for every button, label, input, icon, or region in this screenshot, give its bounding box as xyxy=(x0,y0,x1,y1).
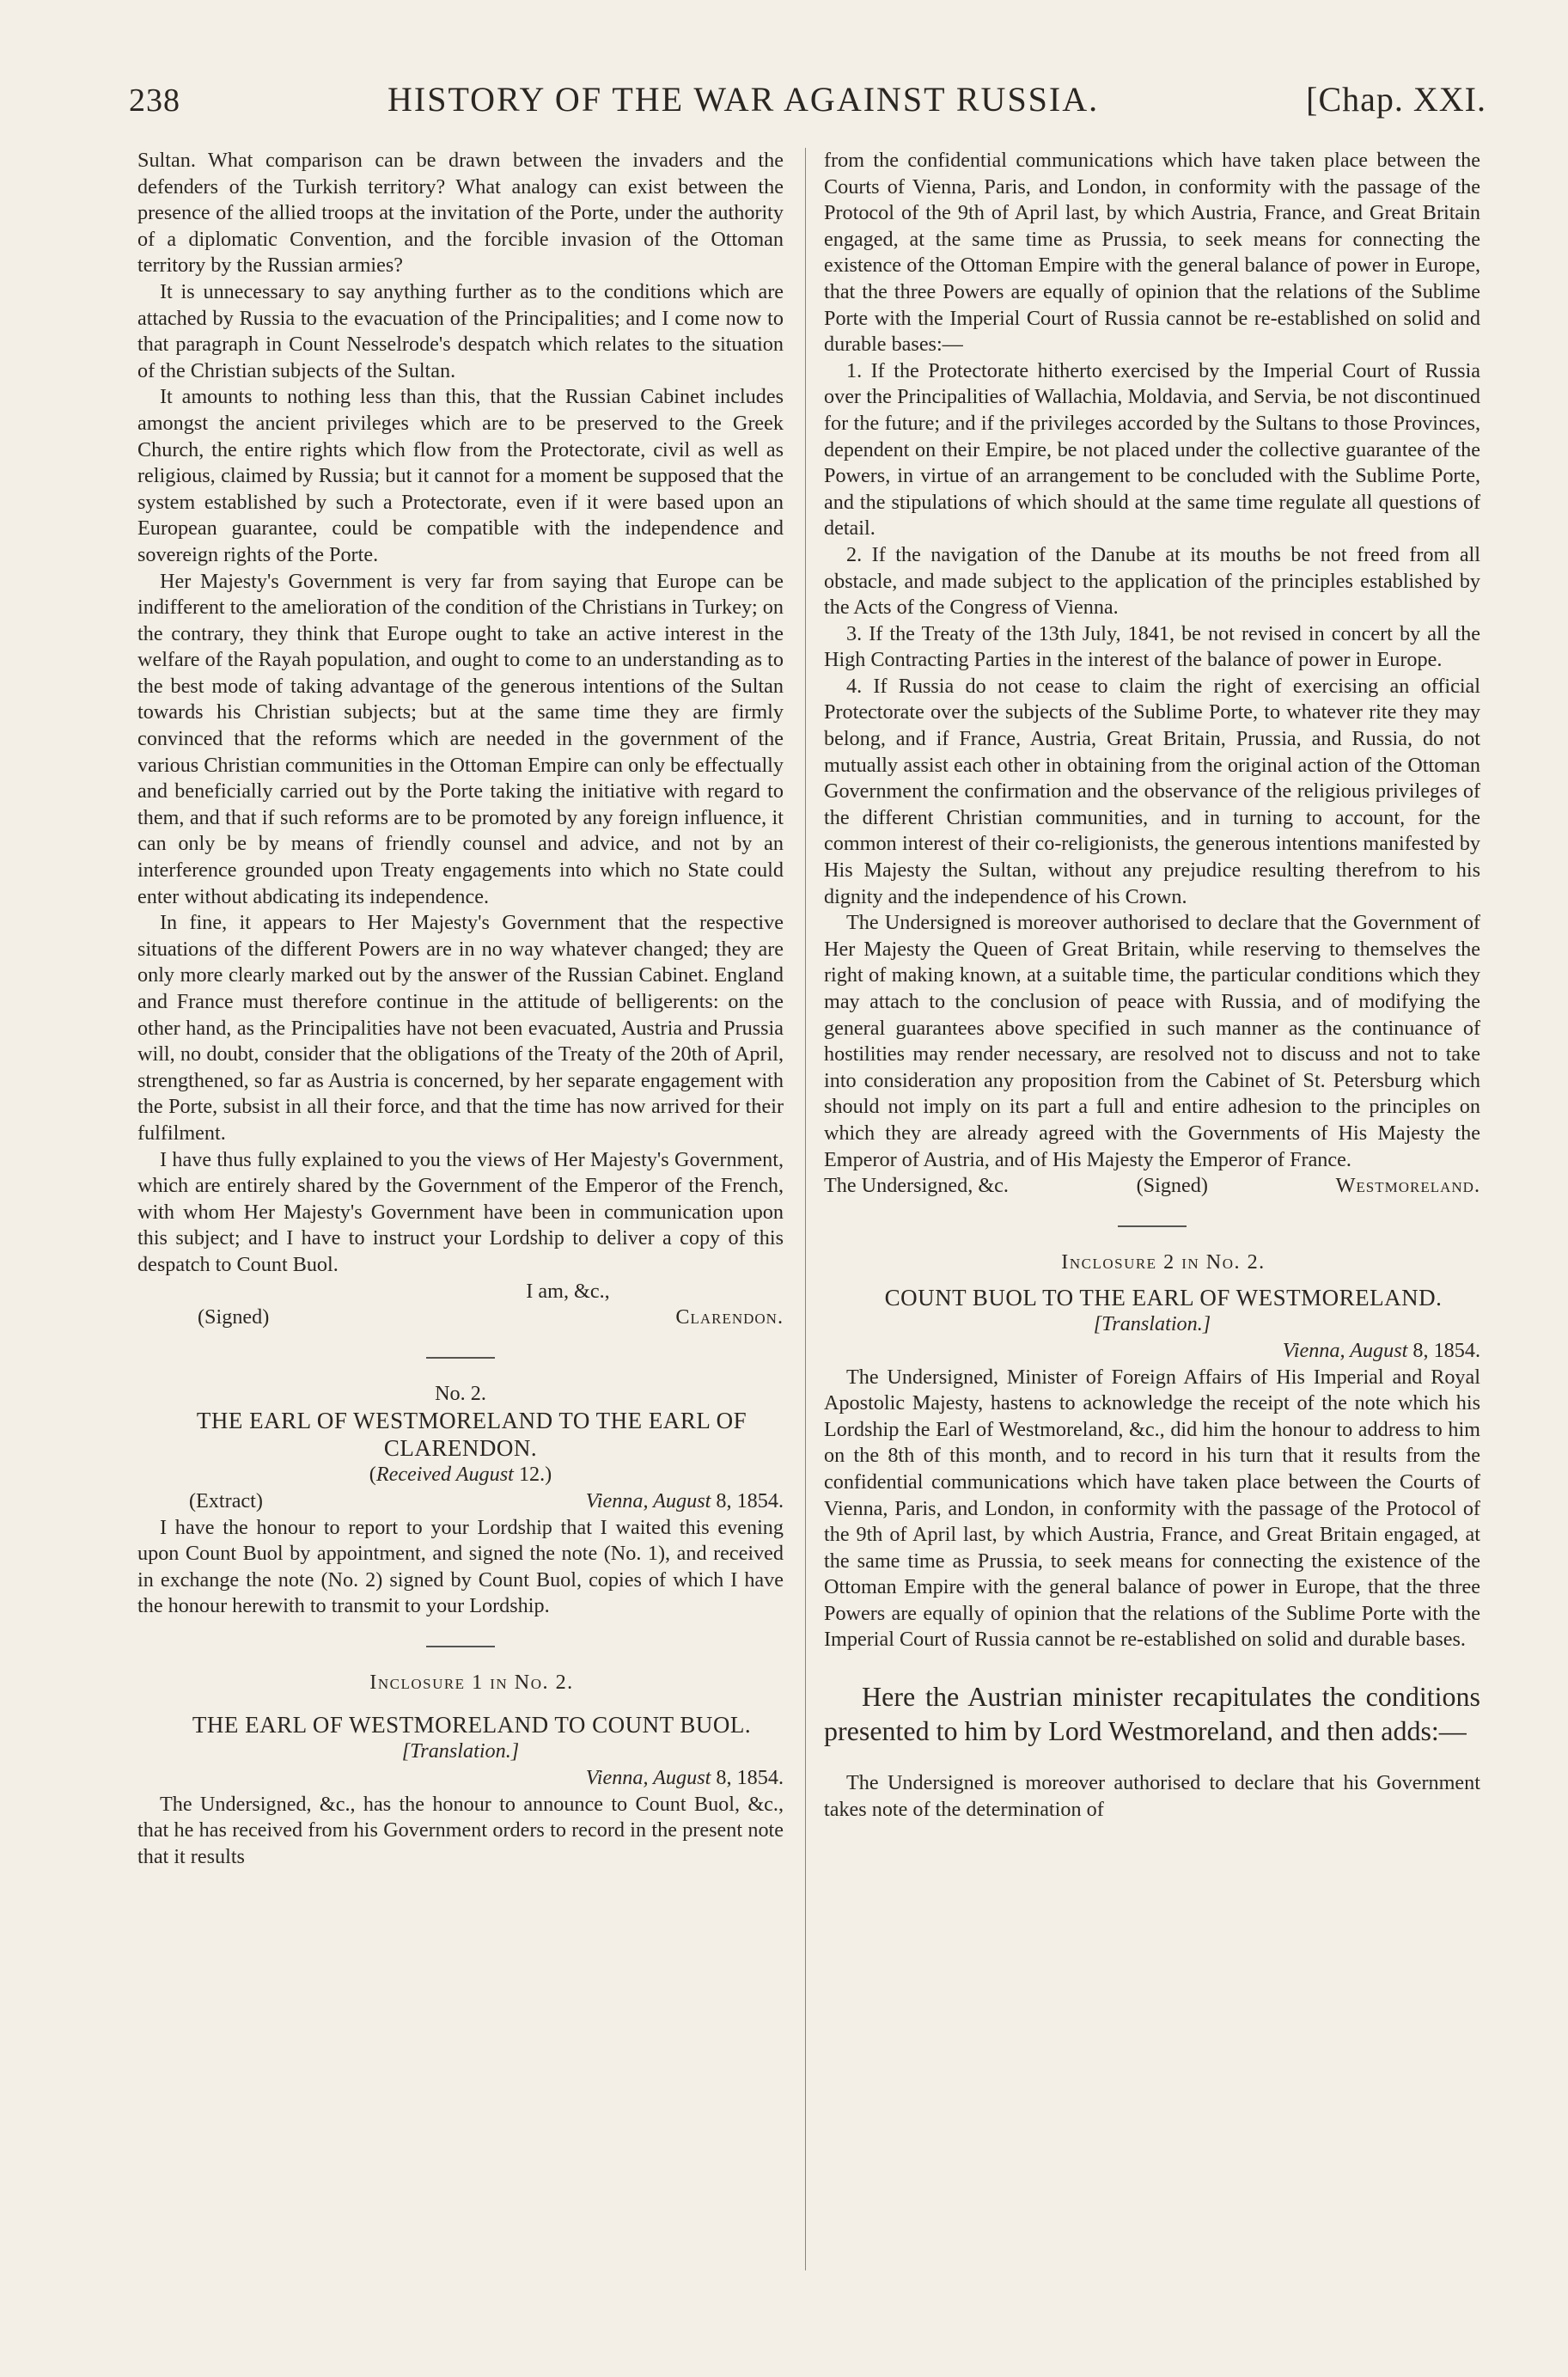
received-line xyxy=(137,1462,784,1488)
extract-line xyxy=(137,1488,784,1515)
paragraph: The Undersigned is moreover authorised to declare that his Government takes note of the determination of xyxy=(824,1771,1480,1821)
paragraph: I have the honour to report to your Lordship that I waited this evening upon Count Buol by appointment, and signed the note (No. 1), and received in exchange the note (No. 2) signed by Count Buol, copies of which I have the honour herewith to transmit to your Lordship. xyxy=(137,1515,784,1618)
paragraph: The Undersigned, Minister of Foreign Affairs of His Imperial and Royal Apostolic Majesty, hastens to acknowledge the receipt of the note which his Lordship the Earl of Westmoreland, &c., did him the honour to address to him on the 8th of this month, and to record in his turn that it results from the confidential communications which have taken place between the Courts of Vienna, Paris, and London, in conformity with the passage of the Protocol of the 9th of April last, by which Austria, France, and Great Britain engaged, at the same time as Prussia, to seek means for connecting the existence of the Ottoman Empire with the general balance of power in Europe, that the three Powers are equally of opinion that the relations of the Sublime Porte with the Imperial Court of Russia cannot be re-established on solid and durable bases. xyxy=(824,1365,1480,1652)
paragraph: The Undersigned, &c., has the honour to announce to Count Buol, &c., that he has received from his Government orders to record in the present note that it results xyxy=(137,1792,784,1868)
list-item: 2. If the navigation of the Danube at its mouths be not freed from all obstacle, and made subject to the application of the principles established by the Acts of the Congress of Vienna. xyxy=(824,542,1480,620)
signature-line xyxy=(824,1173,1480,1200)
inclosure-label: Inclosure 2 in No. 2. xyxy=(1061,1250,1266,1274)
column-divider xyxy=(805,148,806,2270)
signed-label: (Signed) xyxy=(1136,1174,1208,1198)
undersigned-label: The Undersigned, &c. xyxy=(824,1174,1009,1198)
paragraph: In fine, it appears to Her Majesty's Government that the respective situations of the different Powers are in no way whatever changed; they are only more clearly marked out by the answer of the Russian Cabinet. England and France must therefore continue in the attitude of belligerents: on the other hand, as the Principalities have not been evacuated, Austria and Prussia will, no doubt, consider that the obligations of the Treaty of the 20th of April, strengthened, so far as Austria is concerned, by her separate engagement with the Porte, subsist in all their force, and that the time has now arrived for their fulfilment. xyxy=(137,911,784,1145)
dateline xyxy=(824,1338,1480,1365)
left-column xyxy=(137,148,784,1870)
inc2-date-num: 8, 1854. xyxy=(1412,1338,1480,1362)
inc1-date-num: 8, 1854. xyxy=(716,1766,784,1790)
signed-label: (Signed) xyxy=(198,1305,270,1329)
extract-label: (Extract) xyxy=(189,1488,263,1512)
document-number: No. 2. xyxy=(435,1381,486,1405)
right-column xyxy=(824,148,1480,1823)
paragraph: I have thus fully explained to you the views of Her Majesty's Government, which are entirely shared by the Government of the Emperor of the French, with whom Her Majesty's Government have been in communication upon this subject; and I have to instruct your Lordship to deliver a copy of this despatch to Count Buol. xyxy=(137,1147,784,1276)
book-title: HISTORY OF THE WAR AGAINST RUSSIA. xyxy=(387,80,1100,119)
paragraph: It amounts to nothing less than this, that the Russian Cabinet includes amongst the ancient privileges which are to be preserved to the Greek Church, the entire rights which flow from the Protectorate, civil as well as religious, claimed by Russia; but it cannot for a moment be supposed that the system established by such a Protectorate, even if it were based upon an European guarantee, could be compatible with the independence and sovereign rights of the Porte. xyxy=(137,385,784,566)
page-number: 238 xyxy=(129,82,180,119)
section-heading: THE EARL OF WESTMORELAND TO THE EARL OF CLARENDON. xyxy=(196,1408,747,1462)
section-rule xyxy=(1118,1225,1187,1227)
paragraph: from the confidential communications which have taken place between the Courts of Vienna, Paris, and London, in conformity with the passage of the Protocol of the 9th of April last, by which Austria, France, and Great Britain engaged, at the same time as Prussia, to seek means for connecting the existence of the Ottoman Empire with the general balance of power in Europe, that the three Powers are equally of opinion that the relations of the Sublime Porte with the Imperial Court of Russia cannot be re-established on solid and durable bases:— xyxy=(824,149,1480,357)
extract-date: Vienna, August xyxy=(585,1488,711,1512)
dateline xyxy=(137,1765,784,1792)
signer-name: Westmoreland. xyxy=(1335,1174,1480,1198)
received-open: ( xyxy=(369,1463,376,1487)
paragraph: It is unnecessary to say anything further as to the conditions which are attached by Russia to the evacuation of the Principalities; and I come now to that paragraph in Count Nesselrode's despatch which relates to the situation of the Christian subjects of the Sultan. xyxy=(137,279,784,382)
inc2-date: Vienna, August xyxy=(1282,1338,1408,1362)
closing-line: I am, &c., xyxy=(526,1279,610,1303)
signer-name: Clarendon. xyxy=(675,1305,784,1329)
running-header xyxy=(129,79,1486,122)
chapter-label: [Chap. XXI. xyxy=(1306,80,1486,119)
list-item: 4. If Russia do not cease to claim the right of exercising an official Protectorate over the subjects of the Sublime Porte, to whatever rite they may belong, and if France, Austria, Great Britain, Prussia, and Russia, do not mutually assist each other in obtaining from the original action of the Ottoman Government the confirmation and the observance of the religious privileges of the different Christian communities, and in turning to account, for the common interest of their co-religionists, the generous intentions manifested by His Majesty the Sultan, without any prejudice resulting therefrom to his dignity and the independence of his Crown. xyxy=(824,674,1480,908)
paragraph: The Undersigned is moreover authorised to declare that the Government of Her Majesty the Queen of Great Britain, while reserving to themselves the right of making known, at a suitable time, the particular conditions which they may attach to the conclusion of peace with Russia, and of modifying the general guarantees above specified in such manner as the continuance of hostilities may render necessary, are resolved not to discuss and not to take into consideration any proposition from the Cabinet of St. Petersburg which should not imply on its part a full and entire adhesion to the principles on which they are already agreed with the Governments of His Majesty the Emperor of Austria, and of His Majesty the Emperor of France. xyxy=(824,911,1480,1171)
translation-note: [Translation.] xyxy=(1093,1312,1211,1336)
signature-line xyxy=(137,1305,784,1331)
list-item: 1. If the Protectorate hitherto exercised by the Imperial Court of Russia over the Principalities of Wallachia, Moldavia, and Servia, be not discontinued for the future; and if the privileges accorded by the Sultans to those Provinces, dependent on their Empire, be not placed under the collective guarantee of the Powers, in virtue of an arrangement to be concluded with the Sublime Porte, and the stipulations of which should at the same time regulate all questions of detail. xyxy=(824,358,1480,541)
section-heading: COUNT BUOL TO THE EARL OF WESTMORELAND. xyxy=(884,1285,1443,1311)
received-text: Received August xyxy=(375,1463,514,1487)
inc1-date: Vienna, August xyxy=(585,1766,711,1790)
paragraph: Her Majesty's Government is very far from saying that Europe can be indifferent to the amelioration of the condition of the Christians in Turkey; on the contrary, they think that Europe ought to take an active interest in the welfare of the Rayah population, and ought to come to an understanding as to the best mode of taking advantage of the generous intentions of the Sultan towards his Christian subjects; but at the same time they are firmly convinced that the reforms which are needed in the government of the various Christian communities in the Ottoman Empire can only be effectually and beneficially carried out by the Porte taking the initiative with regard to them, and that if such reforms are to be promoted by any foreign influence, it can only be by means of friendly counsel and advice, and not by an interference grounded upon Treaty engagements into which no State could enter without abdicating its independence. xyxy=(137,569,784,908)
list-item: 3. If the Treaty of the 13th July, 1841, be not revised in concert by all the High Contracting Parties in the interest of the balance of power in Europe. xyxy=(824,621,1480,672)
section-rule xyxy=(426,1357,495,1359)
extract-date-num: 8, 1854. xyxy=(716,1488,784,1512)
section-heading: THE EARL OF WESTMORELAND TO COUNT BUOL. xyxy=(192,1712,752,1738)
received-close: 12.) xyxy=(518,1463,552,1487)
translation-note: [Translation.] xyxy=(401,1739,520,1763)
paragraph: Sultan. What comparison can be drawn between the invaders and the defenders of the Turkish territory? What analogy can exist between the presence of the allied troops at the invitation of the Porte, under the authority of a diplomatic Convention, and the forcible invasion of the Ottoman territory by the Russian armies? xyxy=(137,149,784,278)
inclosure-label: Inclosure 1 in No. 2. xyxy=(369,1670,574,1694)
section-rule xyxy=(426,1646,495,1647)
narrative-paragraph: Here the Austrian minister recapitulates the conditions presented to him by Lord Westmoreland, and then adds:— xyxy=(824,1681,1480,1747)
